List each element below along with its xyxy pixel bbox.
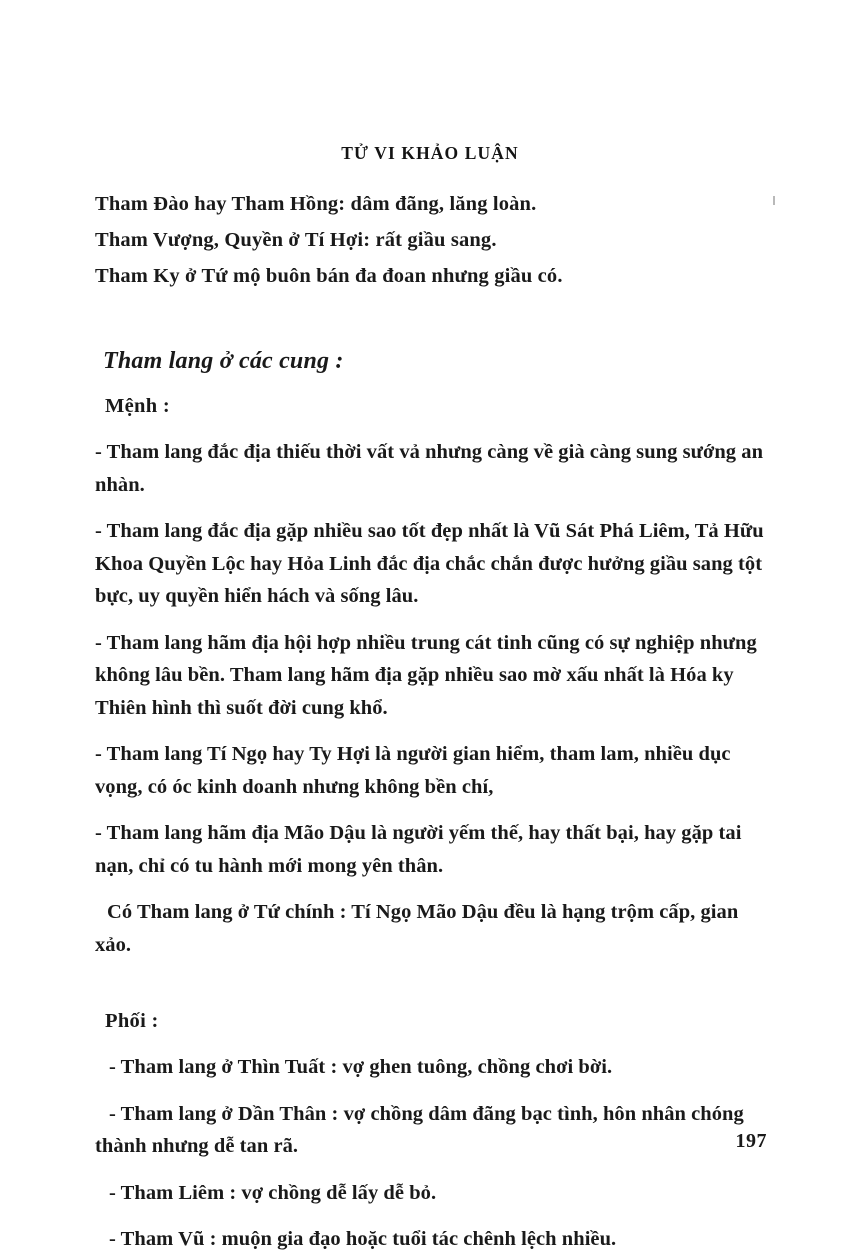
paragraph: - Tham lang ở Dần Thân : vợ chồng dâm đãng bạc tình, hôn nhân chóng thành nhưng dễ tan rã. [95, 1102, 744, 1157]
page-number: 197 [735, 1130, 767, 1152]
paragraph: - Tham Vũ : muộn gia đạo hoặc tuổi tác chênh lệch nhiều. [109, 1228, 617, 1250]
subsection-heading-menh: Mệnh : [105, 395, 171, 417]
intro-line: Tham Vượng, Quyền ở Tí Hợi: rất giầu sang. [95, 229, 497, 251]
intro-line: Tham Đào hay Tham Hồng: dâm đãng, lăng loàn. [95, 193, 537, 215]
paragraph: - Tham lang đắc địa thiếu thời vất vả nhưng càng về già càng sung sướng an nhàn. [95, 441, 764, 496]
paragraph: - Tham Liêm : vợ chồng dễ lấy dễ bỏ. [109, 1181, 437, 1204]
subsection-heading-phoi: Phối : [105, 1010, 159, 1032]
paragraph: - Tham lang đắc địa gặp nhiều sao tốt đẹp nhất là Vũ Sát Phá Liêm, Tả Hữu Khoa Quyền Lộc hay Hỏa Linh đắc địa chắc chắn được hưởng giầu sang tột bực, uy quyền hiển hách và sống lâu. [95, 520, 764, 607]
paragraph: - Tham lang Tí Ngọ hay Ty Hợi là người gian hiểm, tham lam, nhiều dục vọng, có óc kinh doanh nhưng không bền chí, [95, 743, 731, 798]
intro-block [95, 186, 775, 294]
text-column [95, 186, 775, 1256]
paragraph: - Tham lang hãm địa hội hợp nhiều trung cát tinh cũng có sự nghiệp nhưng không lâu bền. Tham lang hãm địa gặp nhiều sao mờ xấu nhất là Hóa ky Thiên hình thì suốt đời cung khổ. [95, 631, 757, 719]
paragraph: - Tham lang hãm địa Mão Dậu là người yếm thế, hay thất bại, hay gặp tai nạn, chỉ có tu hành mới mong yên thân. [95, 822, 742, 877]
running-head: TỬ VI KHẢO LUẬN [341, 143, 519, 163]
paragraph: Có Tham lang ở Tứ chính : Tí Ngọ Mão Dậu đều là hạng trộm cấp, gian xảo. [95, 901, 739, 956]
intro-line: Tham Ky ở Tứ mộ buôn bán đa đoan nhưng giầu có. [95, 265, 563, 287]
paragraph: - Tham lang ở Thìn Tuất : vợ ghen tuông, chồng chơi bời. [109, 1056, 613, 1078]
section-title: Tham lang ở các cung : [103, 348, 344, 374]
